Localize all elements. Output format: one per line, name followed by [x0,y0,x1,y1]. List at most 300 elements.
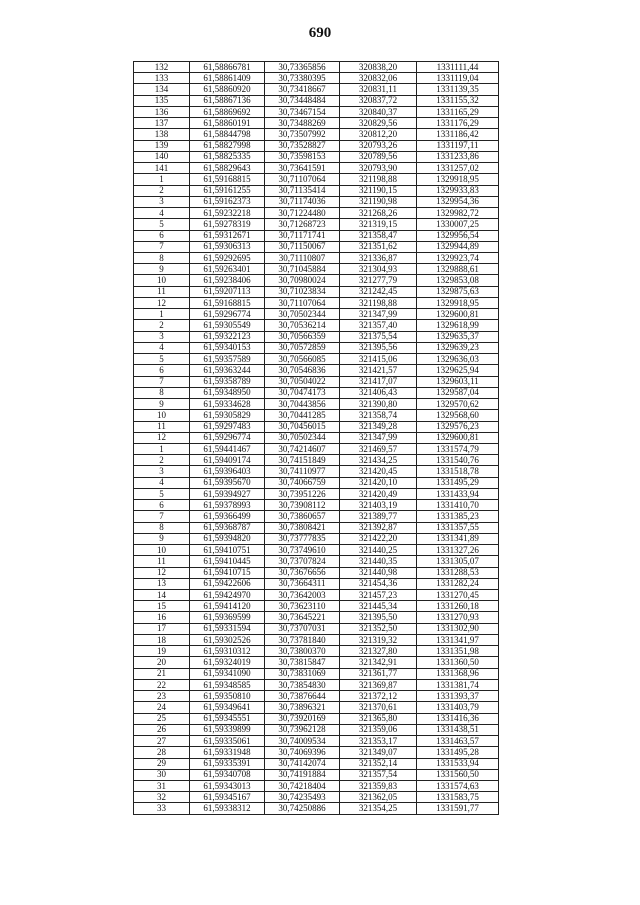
longitude-cell: 30,71224480 [265,208,340,219]
latitude-cell: 61,59322123 [190,331,265,342]
latitude-cell: 61,59378993 [190,500,265,511]
table-row [134,118,499,129]
longitude-cell: 30,73707824 [265,556,340,567]
longitude-cell: 30,73749610 [265,545,340,556]
point-number-cell: 33 [134,803,190,814]
y-coordinate-cell: 1331560,50 [417,769,499,780]
point-number-cell: 10 [134,275,190,286]
table-row [134,275,499,286]
x-coordinate-cell: 320793,90 [340,163,417,174]
x-coordinate-cell: 320812,20 [340,129,417,140]
x-coordinate-cell: 321457,23 [340,590,417,601]
x-coordinate-cell: 321268,26 [340,208,417,219]
y-coordinate-cell: 1331282,24 [417,578,499,589]
table-row [134,421,499,432]
latitude-cell: 61,58867136 [190,95,265,106]
y-coordinate-cell: 1331574,63 [417,781,499,792]
point-number-cell: 4 [134,477,190,488]
y-coordinate-cell: 1329618,99 [417,320,499,331]
x-coordinate-cell: 321190,15 [340,185,417,196]
point-number-cell: 2 [134,320,190,331]
table-row [134,62,499,73]
x-coordinate-cell: 320832,06 [340,73,417,84]
longitude-cell: 30,73908112 [265,500,340,511]
y-coordinate-cell: 1329888,61 [417,264,499,275]
latitude-cell: 61,59410445 [190,556,265,567]
x-coordinate-cell: 321445,34 [340,601,417,612]
x-coordinate-cell: 321440,35 [340,556,417,567]
point-number-cell: 12 [134,432,190,443]
point-number-cell: 133 [134,73,190,84]
latitude-cell: 61,59168815 [190,297,265,308]
y-coordinate-cell: 1331463,57 [417,736,499,747]
point-number-cell: 11 [134,286,190,297]
x-coordinate-cell: 321417,07 [340,376,417,387]
longitude-cell: 30,73641591 [265,163,340,174]
y-coordinate-cell: 1331139,35 [417,84,499,95]
y-coordinate-cell: 1331574,79 [417,443,499,454]
latitude-cell: 61,59331594 [190,623,265,634]
point-number-cell: 10 [134,410,190,421]
point-number-cell: 4 [134,208,190,219]
table-row [134,309,499,320]
point-number-cell: 8 [134,387,190,398]
point-number-cell: 7 [134,241,190,252]
latitude-cell: 61,59369599 [190,612,265,623]
table-row [134,264,499,275]
table-row [134,230,499,241]
point-number-cell: 11 [134,556,190,567]
latitude-cell: 61,58829643 [190,163,265,174]
table-row [134,140,499,151]
x-coordinate-cell: 321390,80 [340,399,417,410]
y-coordinate-cell: 1329635,37 [417,331,499,342]
longitude-cell: 30,73831069 [265,668,340,679]
table-row [134,95,499,106]
latitude-cell: 61,59350810 [190,691,265,702]
latitude-cell: 61,59341090 [190,668,265,679]
point-number-cell: 138 [134,129,190,140]
table-row [134,443,499,454]
latitude-cell: 61,59441467 [190,443,265,454]
table-row [134,691,499,702]
longitude-cell: 30,73920169 [265,713,340,724]
latitude-cell: 61,59297483 [190,421,265,432]
table-row [134,567,499,578]
point-number-cell: 20 [134,657,190,668]
y-coordinate-cell: 1331403,79 [417,702,499,713]
point-number-cell: 27 [134,736,190,747]
x-coordinate-cell: 321370,61 [340,702,417,713]
point-number-cell: 6 [134,230,190,241]
longitude-cell: 30,71268723 [265,219,340,230]
table-row [134,174,499,185]
latitude-cell: 61,59232218 [190,208,265,219]
y-coordinate-cell: 1331410,70 [417,500,499,511]
point-number-cell: 14 [134,590,190,601]
table-row [134,466,499,477]
latitude-cell: 61,58860191 [190,118,265,129]
table-row [134,320,499,331]
y-coordinate-cell: 1329576,23 [417,421,499,432]
longitude-cell: 30,73623110 [265,601,340,612]
y-coordinate-cell: 1329956,54 [417,230,499,241]
point-number-cell: 2 [134,185,190,196]
x-coordinate-cell: 321415,06 [340,354,417,365]
point-number-cell: 10 [134,545,190,556]
coordinates-table [133,61,499,815]
x-coordinate-cell: 321389,77 [340,511,417,522]
y-coordinate-cell: 1331433,94 [417,488,499,499]
x-coordinate-cell: 321375,54 [340,331,417,342]
longitude-cell: 30,73664311 [265,578,340,589]
y-coordinate-cell: 1331368,96 [417,668,499,679]
longitude-cell: 30,73598153 [265,151,340,162]
longitude-cell: 30,71107064 [265,297,340,308]
longitude-cell: 30,71023834 [265,286,340,297]
x-coordinate-cell: 321336,87 [340,252,417,263]
point-number-cell: 18 [134,634,190,645]
y-coordinate-cell: 1331305,07 [417,556,499,567]
y-coordinate-cell: 1331341,97 [417,634,499,645]
latitude-cell: 61,59306313 [190,241,265,252]
point-number-cell: 9 [134,533,190,544]
table-row [134,219,499,230]
latitude-cell: 61,59357589 [190,354,265,365]
y-coordinate-cell: 1331186,42 [417,129,499,140]
table-row [134,601,499,612]
y-coordinate-cell: 1329875,63 [417,286,499,297]
latitude-cell: 61,59340708 [190,769,265,780]
x-coordinate-cell: 321392,87 [340,522,417,533]
point-number-cell: 7 [134,376,190,387]
longitude-cell: 30,73777835 [265,533,340,544]
x-coordinate-cell: 321353,17 [340,736,417,747]
point-number-cell: 16 [134,612,190,623]
table-row [134,668,499,679]
longitude-cell: 30,71174036 [265,196,340,207]
x-coordinate-cell: 321420,49 [340,488,417,499]
point-number-cell: 7 [134,511,190,522]
point-number-cell: 28 [134,747,190,758]
y-coordinate-cell: 1329982,72 [417,208,499,219]
longitude-cell: 30,70502344 [265,309,340,320]
point-number-cell: 12 [134,567,190,578]
x-coordinate-cell: 321347,99 [340,432,417,443]
latitude-cell: 61,59345167 [190,792,265,803]
table-row [134,365,499,376]
longitude-cell: 30,73507992 [265,129,340,140]
longitude-cell: 30,73645221 [265,612,340,623]
latitude-cell: 61,59363244 [190,365,265,376]
point-number-cell: 8 [134,522,190,533]
latitude-cell: 61,59207113 [190,286,265,297]
point-number-cell: 1 [134,309,190,320]
table-row [134,736,499,747]
y-coordinate-cell: 1331260,18 [417,601,499,612]
table-row [134,792,499,803]
x-coordinate-cell: 321347,99 [340,309,417,320]
point-number-cell: 17 [134,623,190,634]
x-coordinate-cell: 321349,28 [340,421,417,432]
table-row [134,702,499,713]
x-coordinate-cell: 321342,91 [340,657,417,668]
latitude-cell: 61,59358789 [190,376,265,387]
longitude-cell: 30,70566085 [265,354,340,365]
latitude-cell: 61,59305829 [190,410,265,421]
y-coordinate-cell: 1331518,78 [417,466,499,477]
x-coordinate-cell: 321358,74 [340,410,417,421]
x-coordinate-cell: 321351,62 [340,241,417,252]
longitude-cell: 30,73808421 [265,522,340,533]
x-coordinate-cell: 321440,25 [340,545,417,556]
point-number-cell: 2 [134,455,190,466]
x-coordinate-cell: 321395,56 [340,342,417,353]
longitude-cell: 30,74218404 [265,781,340,792]
latitude-cell: 61,59168815 [190,174,265,185]
table-row [134,432,499,443]
table-row [134,185,499,196]
y-coordinate-cell: 1331341,89 [417,533,499,544]
x-coordinate-cell: 320831,11 [340,84,417,95]
point-number-cell: 4 [134,342,190,353]
table-row [134,354,499,365]
latitude-cell: 61,58844798 [190,129,265,140]
longitude-cell: 30,74151849 [265,455,340,466]
point-number-cell: 140 [134,151,190,162]
latitude-cell: 61,59368787 [190,522,265,533]
longitude-cell: 30,73642003 [265,590,340,601]
x-coordinate-cell: 321319,32 [340,634,417,645]
table-row [134,376,499,387]
point-number-cell: 23 [134,691,190,702]
longitude-cell: 30,73467154 [265,106,340,117]
longitude-cell: 30,71045884 [265,264,340,275]
longitude-cell: 30,73365856 [265,62,340,73]
latitude-cell: 61,59324019 [190,657,265,668]
x-coordinate-cell: 321352,50 [340,623,417,634]
point-number-cell: 5 [134,219,190,230]
x-coordinate-cell: 321362,05 [340,792,417,803]
x-coordinate-cell: 321349,07 [340,747,417,758]
latitude-cell: 61,58860920 [190,84,265,95]
longitude-cell: 30,74191884 [265,769,340,780]
point-number-cell: 26 [134,724,190,735]
y-coordinate-cell: 1329954,36 [417,196,499,207]
y-coordinate-cell: 1331416,36 [417,713,499,724]
x-coordinate-cell: 321369,87 [340,679,417,690]
latitude-cell: 61,59424970 [190,590,265,601]
table-row [134,163,499,174]
x-coordinate-cell: 321359,83 [340,781,417,792]
x-coordinate-cell: 321190,98 [340,196,417,207]
y-coordinate-cell: 1329570,62 [417,399,499,410]
latitude-cell: 61,59340153 [190,342,265,353]
y-coordinate-cell: 1331495,29 [417,477,499,488]
coordinates-table-body [134,62,499,815]
longitude-cell: 30,74142074 [265,758,340,769]
table-row [134,387,499,398]
longitude-cell: 30,73380395 [265,73,340,84]
longitude-cell: 30,73528827 [265,140,340,151]
x-coordinate-cell: 320837,72 [340,95,417,106]
table-row [134,511,499,522]
longitude-cell: 30,73962128 [265,724,340,735]
point-number-cell: 9 [134,399,190,410]
latitude-cell: 61,59278319 [190,219,265,230]
y-coordinate-cell: 1329918,95 [417,297,499,308]
latitude-cell: 61,59349641 [190,702,265,713]
y-coordinate-cell: 1331165,29 [417,106,499,117]
x-coordinate-cell: 321469,57 [340,443,417,454]
longitude-cell: 30,71150067 [265,241,340,252]
point-number-cell: 3 [134,466,190,477]
point-number-cell: 3 [134,196,190,207]
y-coordinate-cell: 1329918,95 [417,174,499,185]
latitude-cell: 61,59345551 [190,713,265,724]
longitude-cell: 30,74069396 [265,747,340,758]
y-coordinate-cell: 1329639,23 [417,342,499,353]
y-coordinate-cell: 1329587,04 [417,387,499,398]
point-number-cell: 19 [134,646,190,657]
latitude-cell: 61,59338312 [190,803,265,814]
latitude-cell: 61,59409174 [190,455,265,466]
y-coordinate-cell: 1331381,74 [417,679,499,690]
y-coordinate-cell: 1331176,29 [417,118,499,129]
x-coordinate-cell: 321319,15 [340,219,417,230]
table-row [134,679,499,690]
longitude-cell: 30,70536214 [265,320,340,331]
table-row [134,803,499,814]
y-coordinate-cell: 1329625,94 [417,365,499,376]
longitude-cell: 30,71135414 [265,185,340,196]
point-number-cell: 15 [134,601,190,612]
x-coordinate-cell: 320789,56 [340,151,417,162]
longitude-cell: 30,74009534 [265,736,340,747]
y-coordinate-cell: 1331360,50 [417,657,499,668]
table-row [134,713,499,724]
longitude-cell: 30,71107064 [265,174,340,185]
table-row [134,342,499,353]
table-row [134,758,499,769]
y-coordinate-cell: 1329853,08 [417,275,499,286]
table-row [134,286,499,297]
latitude-cell: 61,59366499 [190,511,265,522]
longitude-cell: 30,73448484 [265,95,340,106]
longitude-cell: 30,73707031 [265,623,340,634]
longitude-cell: 30,70474173 [265,387,340,398]
y-coordinate-cell: 1331357,55 [417,522,499,533]
y-coordinate-cell: 1331257,02 [417,163,499,174]
latitude-cell: 61,58825335 [190,151,265,162]
point-number-cell: 135 [134,95,190,106]
page-number: 690 [308,25,332,41]
y-coordinate-cell: 1331351,98 [417,646,499,657]
latitude-cell: 61,59331948 [190,747,265,758]
table-row [134,297,499,308]
y-coordinate-cell: 1331288,53 [417,567,499,578]
y-coordinate-cell: 1329600,81 [417,432,499,443]
y-coordinate-cell: 1331302,90 [417,623,499,634]
x-coordinate-cell: 321354,25 [340,803,417,814]
longitude-cell: 30,74066759 [265,477,340,488]
y-coordinate-cell: 1329600,81 [417,309,499,320]
longitude-cell: 30,73676656 [265,567,340,578]
latitude-cell: 61,59296774 [190,432,265,443]
latitude-cell: 61,59343013 [190,781,265,792]
longitude-cell: 30,73800370 [265,646,340,657]
longitude-cell: 30,73876644 [265,691,340,702]
x-coordinate-cell: 321421,57 [340,365,417,376]
point-number-cell: 32 [134,792,190,803]
x-coordinate-cell: 321395,50 [340,612,417,623]
table-row [134,455,499,466]
x-coordinate-cell: 321420,10 [340,477,417,488]
longitude-cell: 30,74214607 [265,443,340,454]
table-row [134,241,499,252]
table-row [134,208,499,219]
x-coordinate-cell: 320838,20 [340,62,417,73]
longitude-cell: 30,73815847 [265,657,340,668]
longitude-cell: 30,70572859 [265,342,340,353]
point-number-cell: 6 [134,500,190,511]
x-coordinate-cell: 321242,45 [340,286,417,297]
x-coordinate-cell: 321357,40 [340,320,417,331]
y-coordinate-cell: 1329568,60 [417,410,499,421]
table-row [134,129,499,140]
longitude-cell: 30,74110977 [265,466,340,477]
table-row [134,724,499,735]
latitude-cell: 61,59238406 [190,275,265,286]
x-coordinate-cell: 321358,47 [340,230,417,241]
point-number-cell: 13 [134,578,190,589]
latitude-cell: 61,59335391 [190,758,265,769]
latitude-cell: 61,59312671 [190,230,265,241]
longitude-cell: 30,70443856 [265,399,340,410]
table-row [134,769,499,780]
point-number-cell: 31 [134,781,190,792]
y-coordinate-cell: 1331533,94 [417,758,499,769]
latitude-cell: 61,58866781 [190,62,265,73]
x-coordinate-cell: 321304,93 [340,264,417,275]
table-row [134,634,499,645]
latitude-cell: 61,59410751 [190,545,265,556]
table-row [134,196,499,207]
point-number-cell: 22 [134,679,190,690]
y-coordinate-cell: 1331495,28 [417,747,499,758]
table-row [134,252,499,263]
latitude-cell: 61,59305549 [190,320,265,331]
y-coordinate-cell: 1331111,44 [417,62,499,73]
y-coordinate-cell: 1329636,03 [417,354,499,365]
y-coordinate-cell: 1330007,25 [417,219,499,230]
point-number-cell: 30 [134,769,190,780]
longitude-cell: 30,74250886 [265,803,340,814]
latitude-cell: 61,59335061 [190,736,265,747]
table-row [134,533,499,544]
latitude-cell: 61,59302526 [190,634,265,645]
x-coordinate-cell: 321403,19 [340,500,417,511]
table-row [134,590,499,601]
latitude-cell: 61,59161255 [190,185,265,196]
y-coordinate-cell: 1329603,11 [417,376,499,387]
table-row [134,578,499,589]
latitude-cell: 61,59348950 [190,387,265,398]
longitude-cell: 30,73951226 [265,488,340,499]
table-row [134,399,499,410]
table-row [134,545,499,556]
y-coordinate-cell: 1331233,86 [417,151,499,162]
